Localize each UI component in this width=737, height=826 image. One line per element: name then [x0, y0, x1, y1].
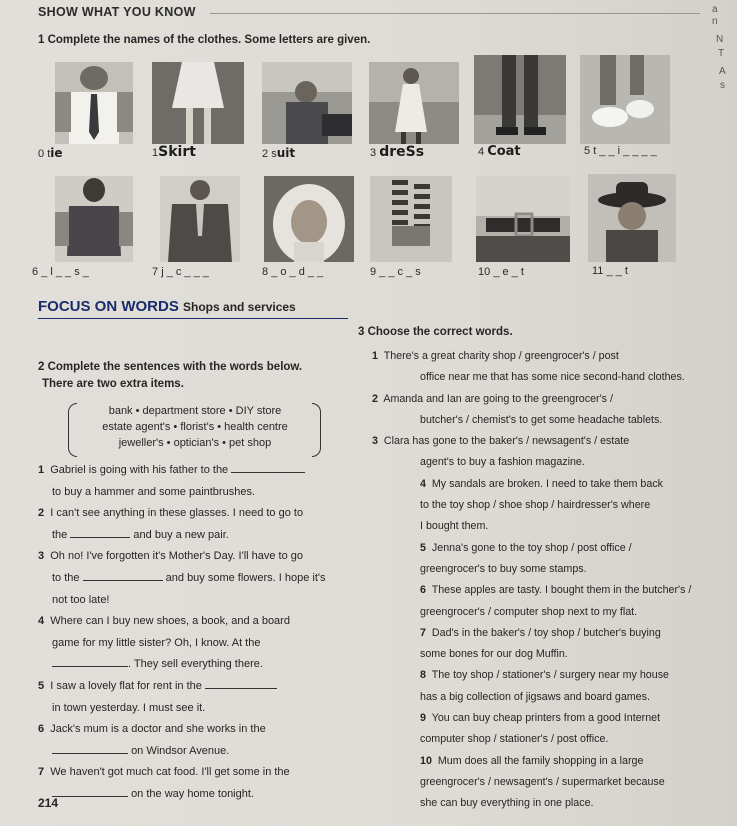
exercise-2-note: There are two extra items. — [42, 378, 184, 390]
exercise-3-line: agent's to buy a fashion magazine. — [420, 456, 585, 469]
focus-heading — [38, 298, 296, 315]
answer-blank[interactable] — [52, 655, 128, 667]
item-7-label: 7 j _ c _ _ _ — [152, 266, 209, 278]
edge-text: s — [720, 80, 725, 91]
exercise-3-line: butcher's / chemist's to get some headache tablets. — [420, 413, 663, 426]
item-8-label: 8 _ o _ d _ _ — [262, 266, 324, 278]
exercise-3-line: to the toy shop / shoe shop / hairdresser's where — [420, 499, 651, 512]
focus-rule — [38, 318, 348, 319]
exercise-2-heading — [38, 359, 358, 393]
answer-blank[interactable] — [231, 461, 305, 473]
answer-blank[interactable] — [83, 569, 163, 581]
exercise-2-line: on the way home tonight. — [38, 784, 360, 806]
page-number: 214 — [38, 796, 59, 810]
exercise-2-line: the and buy a new pair. — [38, 525, 360, 547]
photo-tie — [55, 62, 133, 144]
item-2-label: 2 suit — [262, 146, 296, 160]
photo-blouse — [55, 176, 133, 262]
focus-title: FOCUS ON WORDS — [38, 298, 179, 315]
exercise-2-line: to the and buy some flowers. I hope it's — [38, 568, 360, 590]
photo-hoodie — [264, 176, 354, 262]
exercise-2-line: not too late! — [52, 593, 110, 606]
exercise-2-instruction: 2 Complete the sentences with the words below. — [38, 361, 303, 373]
handwritten-answer: Skirt — [158, 144, 196, 160]
item-0-label: 0 tie — [38, 146, 63, 160]
handwritten-answer: dreSs — [379, 144, 425, 160]
exercise-3-line: greengrocer's / newsagent's / supermarket because — [420, 775, 665, 788]
item-1-label: 1Skirt — [152, 144, 196, 160]
answer-blank[interactable] — [70, 526, 130, 538]
exercise-3-line: 6 These apples are tasty. I bought them in the butcher's / — [420, 584, 692, 597]
exercise-3-line: office near me that has some nice second-hand clothes. — [420, 371, 685, 384]
exercise-2-list — [38, 460, 360, 806]
handwritten-answer: ie — [50, 146, 63, 160]
section-header: SHOW WHAT YOU KNOW — [38, 5, 196, 19]
item-5-label: 5 t _ _ i _ _ _ _ — [584, 145, 657, 157]
word-box-line: estate agent's • florist's • health centre — [102, 421, 288, 433]
exercise-2-line: 2 I can't see anything in these glasses. I need to go to — [38, 507, 304, 520]
exercise-3-line: I bought them. — [420, 520, 489, 533]
item-10-label: 10 _ e _ t — [478, 266, 524, 278]
word-box-line: bank • department store • DIY store — [108, 405, 282, 417]
photo-jacket — [160, 176, 240, 262]
exercise-3-list — [362, 346, 722, 815]
exercise-2-line: 6 Jack's mum is a doctor and she works in the — [38, 723, 266, 736]
exercise-3-line: 7 Dad's in the baker's / toy shop / butcher's buying — [420, 626, 661, 639]
word-box-line: jeweller's • optician's • pet shop — [118, 437, 272, 449]
answer-blank[interactable] — [52, 785, 128, 797]
exercise-2-line: 1 Gabriel is going with his father to the — [38, 460, 360, 482]
photo-skirt — [152, 62, 244, 144]
edge-text: N — [716, 34, 724, 45]
exercise-3-line: 2 Amanda and Ian are going to the greengrocer's / — [372, 392, 613, 405]
exercise-3-line: 10 Mum does all the family shopping in a large — [420, 754, 644, 767]
answer-blank[interactable] — [52, 742, 128, 754]
edge-text: n — [712, 16, 718, 27]
edge-text: A — [719, 66, 726, 77]
exercise-3-line: 9 You can buy cheap printers from a good Internet — [420, 712, 661, 725]
exercise-2-line: in town yesterday. I must see it. — [52, 701, 206, 714]
exercise-2-line: 3 Oh no! I've forgotten it's Mother's Day. I'll have to go — [38, 550, 304, 563]
photo-hat — [588, 174, 676, 262]
exercise-2-line: 7 We haven't got much cat food. I'll get some in the — [38, 766, 290, 779]
exercise-3-line: 5 Jenna's gone to the toy shop / post office / — [420, 541, 632, 554]
handwritten-answer: Coat — [487, 144, 521, 159]
focus-subtitle: Shops and services — [183, 300, 296, 314]
exercise-2-line: to buy a hammer and some paintbrushes. — [52, 485, 256, 498]
edge-text: T — [718, 48, 725, 59]
exercise-2-line: on Windsor Avenue. — [38, 741, 360, 763]
exercise-3-instruction: 3 Choose the correct words. — [358, 326, 513, 338]
item-11-label: 11 _ _ t — [592, 265, 628, 277]
photo-coat — [474, 55, 566, 144]
item-9-label: 9 _ _ c _ s — [370, 266, 421, 278]
edge-text: a — [712, 4, 718, 15]
exercise-2-line: 5 I saw a lovely flat for rent in the — [38, 676, 360, 698]
header-rule — [210, 13, 700, 14]
photo-suit — [262, 62, 352, 144]
exercise-3-line: some bones for our dog Muffin. — [420, 648, 568, 661]
exercise-3-line: 8 The toy shop / stationer's / surgery near my house — [420, 669, 669, 682]
photo-socks — [370, 176, 452, 262]
item-6-label: 6 _ l _ _ s _ — [32, 266, 89, 278]
exercise-3-line: 1 There's a great charity shop / greengrocer's / post — [372, 350, 619, 362]
item-4-label: 4 Coat — [478, 144, 521, 159]
exercise-3-line: greengrocer's / computer shop next to my flat. — [420, 605, 638, 618]
handwritten-answer: uit — [276, 146, 296, 160]
exercise-3-line: she can buy everything in one place. — [420, 797, 594, 810]
photo-dress — [369, 62, 459, 144]
word-box — [72, 403, 318, 459]
exercise-3-line: 3 Clara has gone to the baker's / newsagent's / estate — [372, 435, 630, 448]
exercise-2-line: game for my little sister? Oh, I know. At the — [52, 636, 261, 649]
exercise-3-line: 4 My sandals are broken. I need to take them back — [420, 477, 664, 490]
exercise-1-instruction: 1 Complete the names of the clothes. Some letters are given. — [38, 34, 371, 46]
photo-trainers — [580, 55, 670, 144]
exercise-2-line: 4 Where can I buy new shoes, a book, and a board — [38, 615, 290, 628]
exercise-3-line: greengrocer's to buy some stamps. — [420, 562, 587, 575]
answer-blank[interactable] — [205, 677, 277, 689]
item-3-label: 3 dreSs — [370, 144, 425, 160]
photo-belt — [476, 176, 570, 262]
exercise-3-line: has a big collection of jigsaws and board games. — [420, 690, 650, 703]
exercise-2-line: . They sell everything there. — [38, 654, 360, 676]
exercise-3-line: computer shop / stationer's / post office. — [420, 733, 609, 746]
